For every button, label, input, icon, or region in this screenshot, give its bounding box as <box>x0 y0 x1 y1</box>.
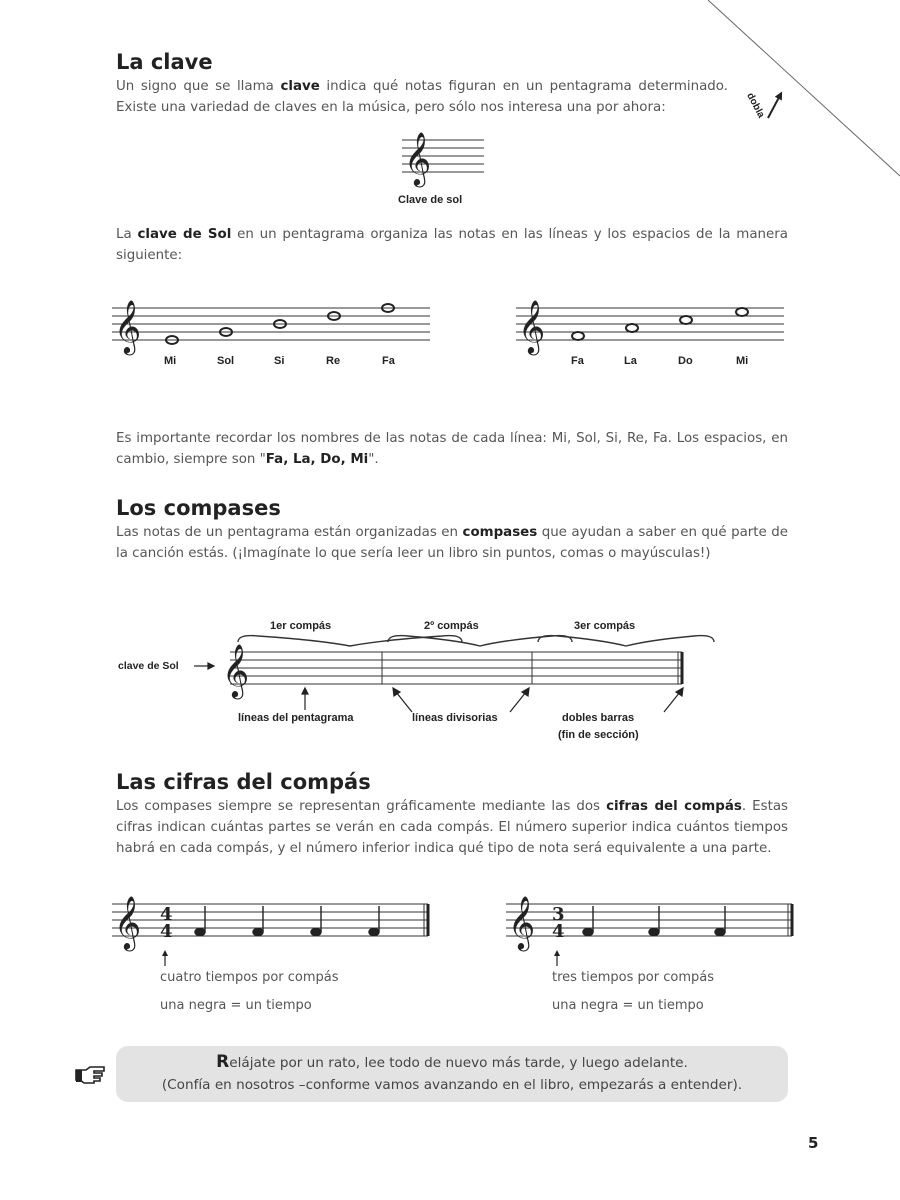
treble-clef-staff <box>398 132 498 192</box>
staff-four-four <box>112 894 442 974</box>
note-label: Fa <box>571 355 584 367</box>
section-title-compases: Los compases <box>116 496 281 520</box>
note-do <box>680 316 692 324</box>
barlines-label: líneas divisorias <box>412 712 498 724</box>
paragraph-cifras: Los compases siempre se representan gráficamente mediante las dos cifras del compás. Estas cifras indican cuántas partes se verán en cada compás. El número superior indica cuántos tiempos habrá en cada compás, y el número inferior indica qué tipo de nota será equivalente a una parte. <box>116 799 788 856</box>
section-title-clave: La clave <box>116 50 213 74</box>
note-label: Fa <box>382 355 395 367</box>
page-number: 5 <box>808 1134 819 1152</box>
pointing-hand-icon <box>74 1064 108 1086</box>
svg-text:4: 4 <box>160 921 173 942</box>
svg-text:4: 4 <box>160 904 173 925</box>
measure-label: 3er compás <box>574 620 636 632</box>
staff-three-four <box>506 894 806 974</box>
arrow-up-icon <box>768 99 778 118</box>
ex1-line2: una negra = un tiempo <box>160 998 312 1013</box>
measure-label: 2º compás <box>424 620 479 632</box>
double-bar-label: dobles barras <box>562 712 635 724</box>
fold-label: dobla <box>744 91 767 120</box>
note-label: Mi <box>736 355 749 367</box>
staff-space-notes <box>516 300 816 360</box>
svg-text:3: 3 <box>552 904 565 925</box>
paragraph-clave-1: Un signo que se llama clave indica qué notas figuran en un pentagrama determinado. Existe una variedad de claves en la música, pero sólo nos interesa una por ahora: <box>116 79 728 115</box>
treble-clef-icon: 𝄞 <box>114 299 142 353</box>
measures-diagram <box>100 630 800 750</box>
note-label: Mi <box>164 355 177 367</box>
note-label: Re <box>326 355 341 367</box>
clef-caption: Clave de sol <box>398 194 463 206</box>
double-bar-sublabel: (fin de sección) <box>558 729 639 741</box>
treble-clef-icon: 𝄞 <box>114 895 142 949</box>
note-label: Do <box>678 355 693 367</box>
note-label: Sol <box>217 355 235 367</box>
svg-text:4: 4 <box>552 921 565 942</box>
note-la <box>626 324 638 332</box>
tip-line2: (Confía en nosotros –conforme vamos avanzando en el libro, empezarás a entender). <box>161 1077 743 1093</box>
note-fa <box>572 332 584 340</box>
paragraph-clave-2: La clave de Sol en un pentagrama organiza las notas en las líneas y los espacios de la manera siguiente: <box>116 227 788 263</box>
measure-label: 1er compás <box>270 620 332 632</box>
ex2-line2: una negra = un tiempo <box>552 998 704 1013</box>
staff-line-notes <box>112 300 442 360</box>
tip-line1: Relájate por un rato, lee todo de nuevo más tarde, y luego adelante. <box>216 1052 688 1072</box>
treble-clef-icon: 𝄞 <box>508 895 536 949</box>
treble-clef-icon: 𝄞 <box>518 299 546 353</box>
note-mi <box>736 308 748 316</box>
tip-box <box>116 1046 788 1102</box>
staff-lines-label: líneas del pentagrama <box>238 712 354 724</box>
paragraph-compases: Las notas de un pentagrama están organizadas en compases que ayudan a saber en qué parte de la canción estás. (¡Imagínate lo que sería leer un libro sin puntos, comas o mayúsculas!) <box>116 525 788 561</box>
note-label: La <box>624 355 637 367</box>
treble-clef-icon: 𝄞 <box>404 131 432 185</box>
clef-label: clave de Sol <box>118 660 179 672</box>
note-label: Si <box>274 355 285 367</box>
ex1-line1: cuatro tiempos por compás <box>160 970 339 985</box>
treble-clef-icon: 𝄞 <box>222 643 250 697</box>
ex2-line1: tres tiempos por compás <box>552 970 714 985</box>
section-title-cifras: Las cifras del compás <box>116 770 371 794</box>
paragraph-clave-3: Es importante recordar los nombres de las notas de cada línea: Mi, Sol, Si, Re, Fa. Los espacios, en cambio, siempre son "Fa, La, Do, Mi". <box>116 431 788 467</box>
